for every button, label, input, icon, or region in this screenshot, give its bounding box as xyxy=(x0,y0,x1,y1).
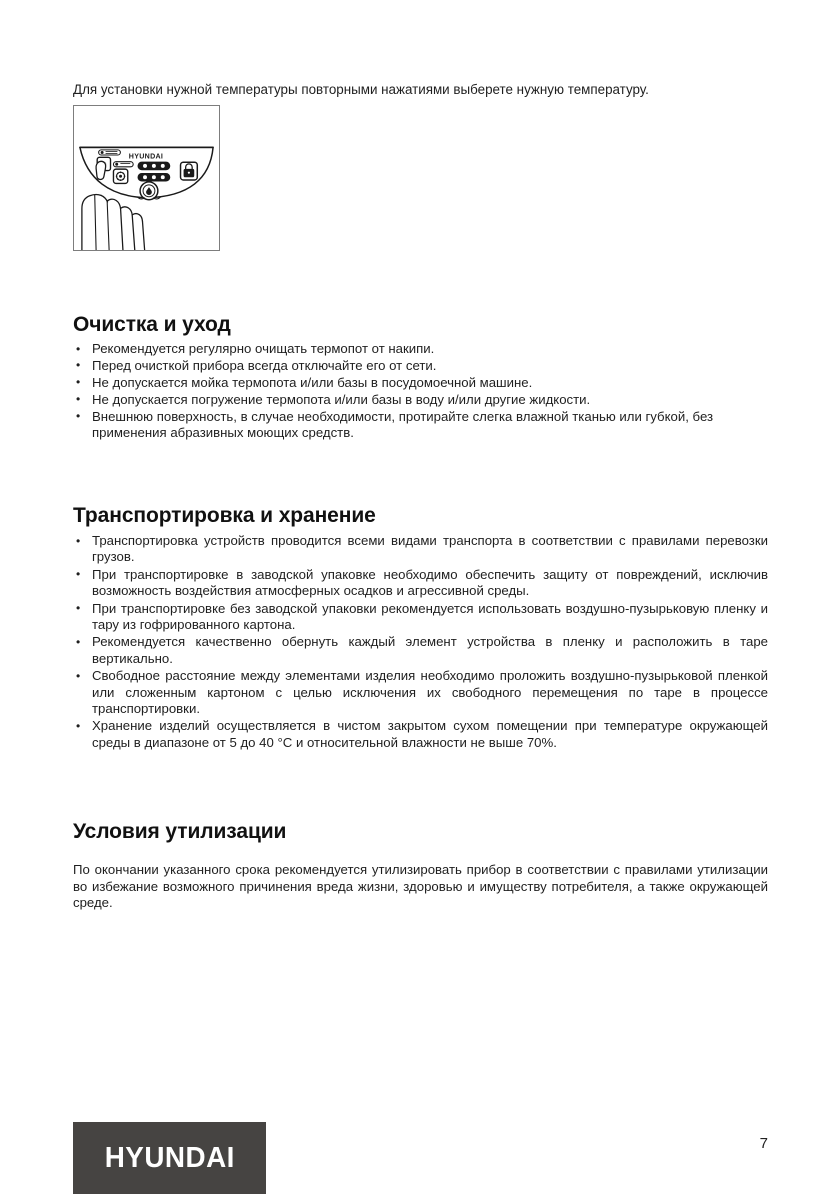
section-heading-transport: Транспортировка и хранение xyxy=(73,504,376,528)
lock-button xyxy=(181,162,198,180)
control-panel-figure xyxy=(73,105,220,251)
section-heading-disposal: Условия утилизации xyxy=(73,820,287,844)
page-number: 7 xyxy=(759,1135,768,1152)
intro-paragraph: Для установки нужной температуры повторными нажатиями выберете нужную температуру. xyxy=(73,82,649,98)
panel-brand-label: HYUNDAI xyxy=(128,152,164,161)
list-item: • Транспортировка устройств проводится всеми видами транспорта в соответствии с правилами перевозки грузов. xyxy=(73,533,768,566)
list-item: • Рекомендуется качественно обернуть каждый элемент устройства в пленку и расположить в таре вертикально. xyxy=(73,634,768,667)
control-panel-drawing xyxy=(74,106,219,250)
list-item: • При транспортировке без заводской упаковки рекомендуется использовать воздушно-пузырьковую пленку и тару из гофрированного картона. xyxy=(73,601,768,634)
list-item: • Не допускается мойка термопота и/или базы в посудомоечной машине. xyxy=(73,375,768,391)
list-item: • Не допускается погружение термопота и/или базы в воду и/или другие жидкости. xyxy=(73,392,768,408)
indicator-bar-lower xyxy=(138,174,170,181)
list-item: • Перед очисткой прибора всегда отключайте его от сети. xyxy=(73,358,768,374)
list-item: • Внешнюю поверхность, в случае необходимости, протирайте слегка влажной тканью или губкой, без применения абразивных моющих средств. xyxy=(73,409,768,442)
hyundai-wordmark: HYUNDAI xyxy=(104,1141,235,1174)
list-item: • При транспортировке в заводской упаковке необходимо обеспечить защиту от повреждений, исключив возможность воздействия атмосферных осадков и агрессивной среды. xyxy=(73,567,768,600)
indicator-capsule-topleft xyxy=(99,150,121,155)
paragraph-disposal: По окончании указанного срока рекомендуется утилизировать прибор в соответствии с правилами утилизации во избежание возможного причинения вреда жизни, здоровью и имуществу потребителя, а также окружающей среде. xyxy=(73,862,768,911)
list-item: • Хранение изделий осуществляется в чистом закрытом сухом помещении при температуре окружающей среды в диапазоне от 5 до 40 °С и относительной влажности не выше 70%. xyxy=(73,718,768,751)
section-heading-cleaning: Очистка и уход xyxy=(73,313,231,337)
reboil-button xyxy=(113,169,127,183)
list-item: • Свободное расстояние между элементами изделия необходимо проложить воздушно-пузырьковой пленкой или сложенным картоном с целью исключения их свободного перемещения по таре в процессе транспортировки. xyxy=(73,668,768,717)
footer-logo xyxy=(73,1122,266,1194)
list-item: • Рекомендуется регулярно очищать термопот от накипи. xyxy=(73,341,768,357)
indicator-capsule-second xyxy=(113,162,133,167)
bullet-list-transport xyxy=(73,533,768,752)
indicator-bar-upper xyxy=(138,162,170,169)
bullet-list-cleaning xyxy=(73,341,768,442)
